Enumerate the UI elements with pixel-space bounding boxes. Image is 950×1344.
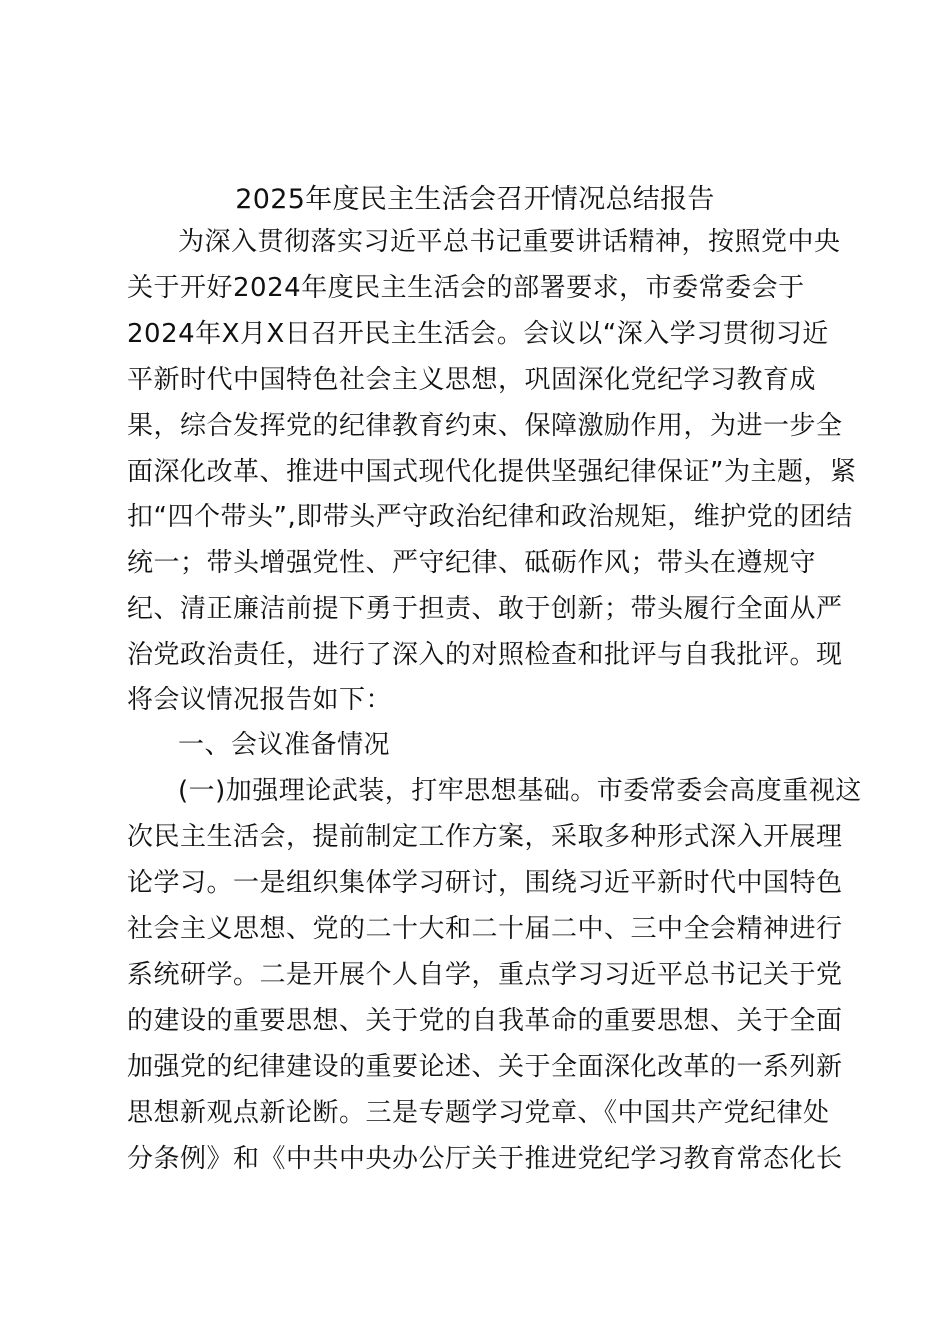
paragraph-line: 加强党的纪律建设的重要论述、关于全面深化改革的一系列新 [127,1052,843,1082]
paragraph-line: 系统研学。二是开展个人自学，重点学习习近平总书记关于党 [127,960,843,990]
section-heading: 一、会议准备情况 [178,730,391,760]
paragraph-line: 论学习。一是组织集体学习研讨，围绕习近平新时代中国特色 [127,868,843,898]
paragraph-line: 为深入贯彻落实习近平总书记重要讲话精神，按照党中央 [178,227,841,257]
paragraph-line: 将会议情况报告如下： [127,685,393,715]
paragraph-line: 次民主生活会，提前制定工作方案，采取多种形式深入开展理 [127,822,843,852]
paragraph-line: 分条例》和《中共中央办公厅关于推进党纪学习教育常态化长 [127,1144,843,1174]
document-title: 2025年度民主生活会召开情况总结报告 [235,184,715,215]
paragraph-line: 平新时代中国特色社会主义思想，巩固深化党纪学习教育成 [127,365,817,395]
paragraph-line: 面深化改革、推进中国式现代化提供坚强纪律保证”为主题，紧 [127,457,857,487]
paragraph-line: 的建设的重要思想、关于党的自我革命的重要思想、关于全面 [127,1006,843,1036]
paragraph-line: 扣“四个带头”,即带头严守政治纪律和政治规矩，维护党的团结 [127,502,853,532]
paragraph-line: 关于开好2024年度民主生活会的部署要求，市委常委会于 [127,273,805,303]
paragraph-line: 果，综合发挥党的纪律教育约束、保障激励作用，为进一步全 [127,411,843,441]
paragraph-line: 纪、清正廉洁前提下勇于担责、敢于创新；带头履行全面从严 [127,594,843,624]
paragraph-line: 统一；带头增强党性、严守纪律、砥砺作风；带头在遵规守 [127,548,817,578]
paragraph-line: 治党政治责任，进行了深入的对照检查和批评与自我批评。现 [127,640,843,670]
paragraph-line: (一)加强理论武装，打牢思想基础。市委常委会高度重视这 [178,776,862,806]
paragraph-line: 思想新观点新论断。三是专题学习党章、《中国共产党纪律处 [127,1098,830,1128]
paragraph-line: 2024年X月X日召开民主生活会。会议以“深入学习贯彻习近 [127,319,829,349]
paragraph-line: 社会主义思想、党的二十大和二十届二中、三中全会精神进行 [127,914,843,944]
